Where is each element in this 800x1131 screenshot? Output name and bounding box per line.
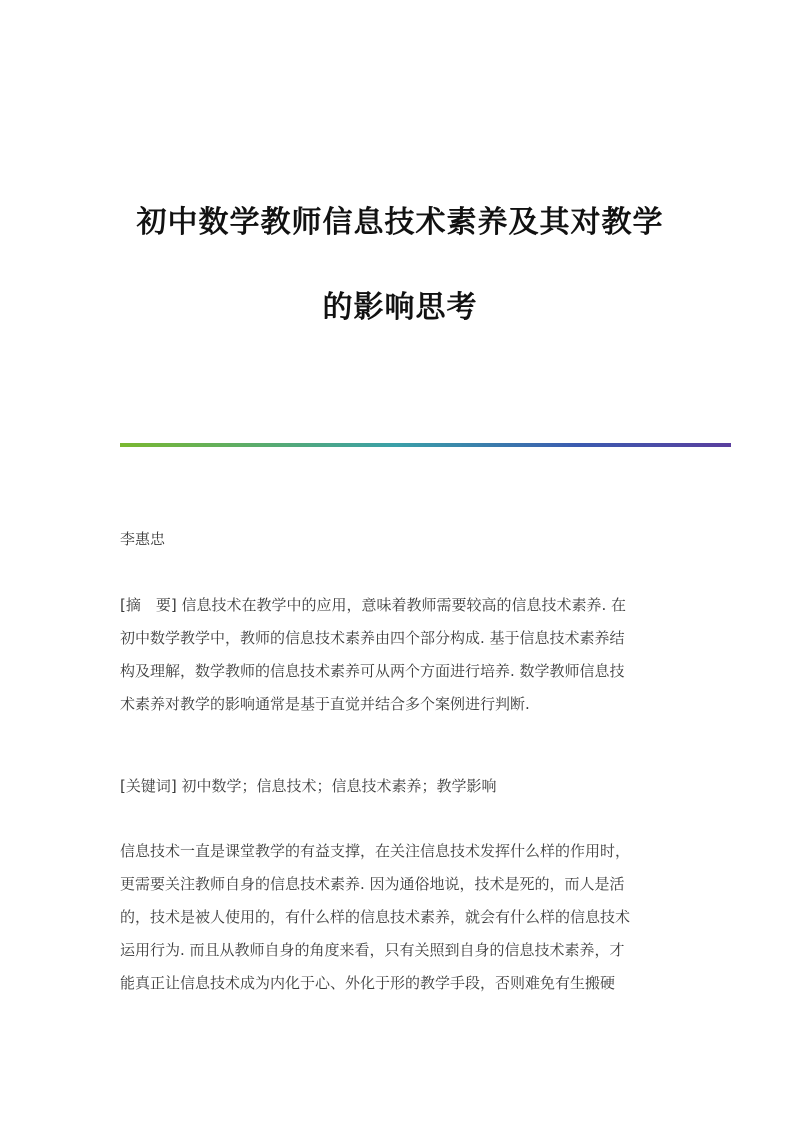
body-line: 运用行为. 而且从教师自身的角度来看，只有关照到自身的信息技术素养，才 bbox=[120, 941, 625, 959]
body-paragraph bbox=[120, 835, 680, 1000]
body-line: 能真正让信息技术成为内化于心、外化于形的教学手段，否则难免有生搬硬 bbox=[120, 974, 616, 992]
title-divider bbox=[120, 443, 731, 447]
document-title-line-1: 初中数学教师信息技术素养及其对教学 bbox=[136, 205, 664, 240]
abstract-line: 构及理解，数学教师的信息技术素养可从两个方面进行培养. 数学教师信息技 bbox=[120, 662, 625, 680]
abstract bbox=[120, 589, 680, 721]
body-line: 的，技术是被人使用的，有什么样的信息技术素养，就会有什么样的信息技术 bbox=[120, 908, 631, 926]
abstract-line: [摘 要] 信息技术在教学中的应用，意味着教师需要较高的信息技术素养. 在 bbox=[120, 596, 627, 614]
body-line: 更需要关注教师自身的信息技术素养. 因为通俗地说，技术是死的，而人是活 bbox=[120, 875, 625, 893]
abstract-line: 初中数学教学中，教师的信息技术素养由四个部分构成. 基于信息技术素养结 bbox=[120, 629, 625, 647]
abstract-line: 术素养对教学的影响通常是基于直觉并结合多个案例进行判断. bbox=[120, 695, 530, 713]
keywords: [关键词] 初中数学；信息技术；信息技术素养；教学影响 bbox=[120, 777, 497, 795]
author-name: 李惠忠 bbox=[120, 530, 166, 548]
document-title-line-2: 的影响思考 bbox=[322, 290, 478, 325]
body-line: 信息技术一直是课堂教学的有益支撑，在关注信息技术发挥什么样的作用时， bbox=[120, 842, 631, 860]
